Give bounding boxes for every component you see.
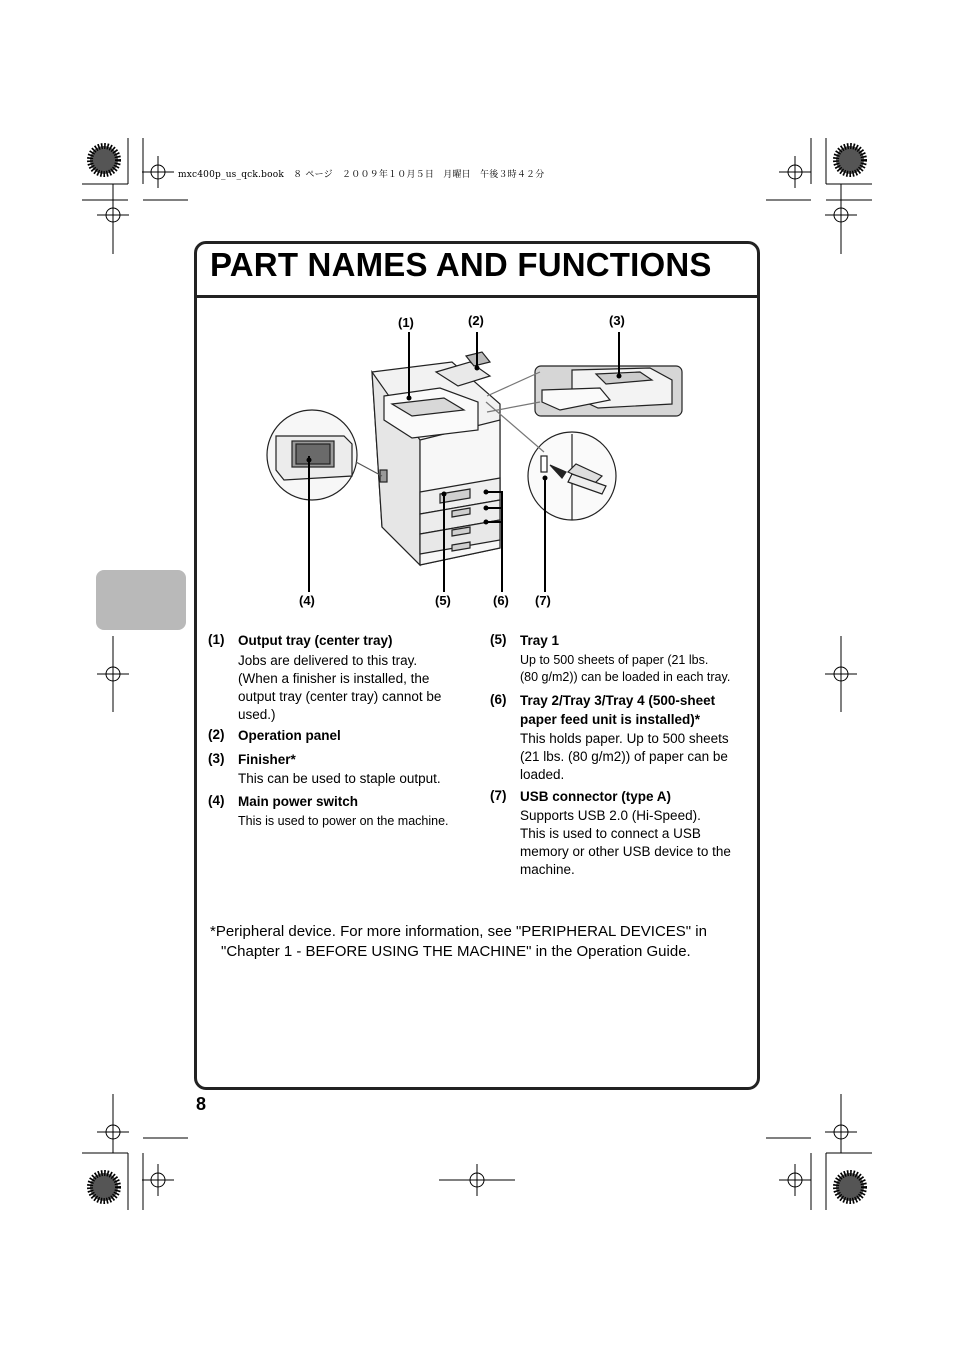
item-title-main-power-switch: Main power switch (238, 794, 359, 809)
item-number: (1) (208, 632, 225, 647)
item-desc-finisher: This can be used to staple output. (238, 771, 441, 786)
callout-5: (5) (435, 593, 451, 608)
item-title-usb-connector: USB connector (type A) (520, 789, 672, 804)
item-title-tray-1: Tray 1 (520, 633, 560, 648)
item-number: (6) (490, 692, 507, 707)
item-number: (5) (490, 632, 507, 647)
footnote-line-2: "Chapter 1 - BEFORE USING THE MACHINE" in the Operation Guide. (221, 943, 691, 960)
footnote-line-1: *Peripheral device. For more information, see "PERIPHERAL DEVICES" in (210, 923, 707, 940)
item-number: (4) (208, 793, 225, 808)
callout-1: (1) (398, 315, 414, 330)
item-number: (7) (490, 788, 507, 803)
page-title: PART NAMES AND FUNCTIONS (210, 246, 712, 283)
item-desc-main-power-switch: This is used to power on the machine. (238, 814, 449, 828)
footnote (210, 922, 750, 962)
item-number: (2) (208, 727, 225, 742)
item-title-trays-2-4: Tray 2/Tray 3/Tray 4 (500-sheet paper feed unit is installed)* (520, 693, 716, 727)
item-desc-tray-1: Up to 500 sheets of paper (21 lbs. (80 g/m2)) can be loaded in each tray. (520, 653, 731, 684)
item-number: (3) (208, 751, 225, 766)
callout-7: (7) (535, 593, 551, 608)
item-title-finisher: Finisher* (238, 752, 296, 767)
page-number: 8 (196, 1094, 207, 1114)
callout-3: (3) (609, 313, 625, 328)
item-desc-output-tray: Jobs are delivered to this tray. (When a finisher is installed, the output tray (center tray) cannot be used.) (238, 653, 442, 722)
item-desc-usb-connector: Supports USB 2.0 (Hi-Speed). This is used to connect a USB memory or other USB device to the machine. (520, 808, 731, 877)
callout-2: (2) (468, 313, 484, 328)
callout-4: (4) (299, 593, 315, 608)
item-desc-trays-2-4: This holds paper. Up to 500 sheets (21 lbs. (80 g/m2)) of paper can be loaded. (520, 731, 729, 782)
callout-6: (6) (493, 593, 509, 608)
item-title-operation-panel: Operation panel (238, 728, 341, 743)
print-header-meta: mxc400p_us_qck.book ８ ページ ２００９年１０月５日 月曜日 午後３時４２分 (178, 170, 545, 180)
item-title-output-tray: Output tray (center tray) (238, 633, 393, 648)
